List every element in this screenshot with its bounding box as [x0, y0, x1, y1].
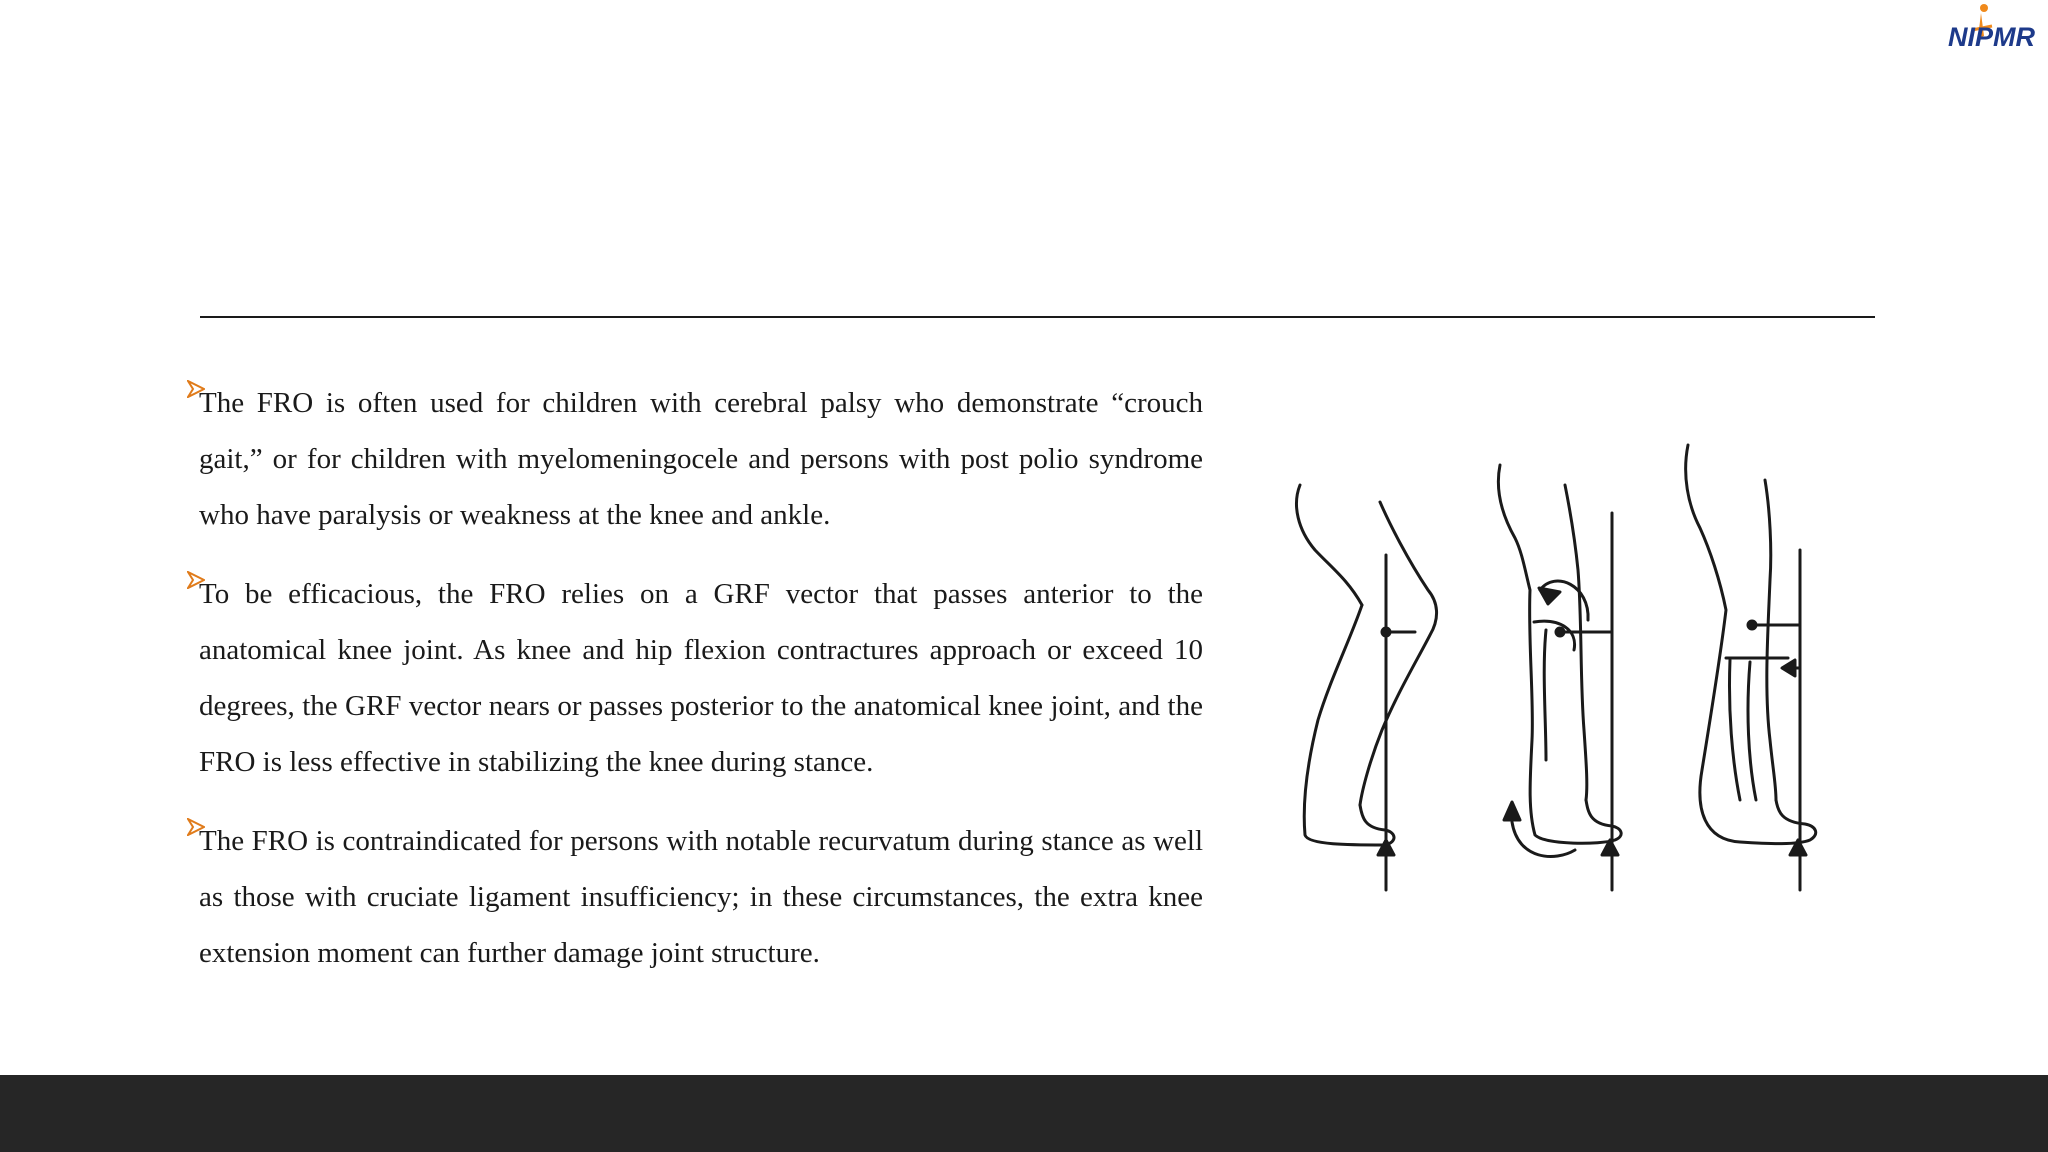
leg-diagram-orthosis	[1686, 445, 1816, 890]
arrow-bullet-icon	[187, 380, 205, 398]
bullet-text: The FRO is contraindicated for persons with notable recurvatum during stance as well as those with cruciate ligament insufficiency; in these circumstances, the extra knee extension moment can further damage joint structure.	[199, 825, 1203, 969]
nipmr-logo	[1948, 0, 2048, 60]
title-divider	[200, 316, 1875, 318]
arrow-bullet-icon	[187, 818, 205, 836]
arrow-bullet-icon	[187, 571, 205, 589]
logo-text: NIPMR	[1948, 22, 2035, 52]
bullet-item	[187, 375, 1203, 543]
bullet-list	[187, 375, 1203, 1004]
leg-diagram-moment	[1498, 465, 1621, 890]
footer-bar	[0, 1075, 2048, 1152]
bullet-text: The FRO is often used for children with cerebral palsy who demonstrate “crouch gait,” or for children with myelomeningocele and persons with post polio syndrome who have paralysis or weakness at the knee and ankle.	[199, 387, 1203, 531]
fro-leg-diagram	[1290, 440, 1850, 900]
bullet-item	[187, 566, 1203, 790]
bullet-text: To be efficacious, the FRO relies on a GRF vector that passes anterior to the anatomical knee joint. As knee and hip flexion contractures approach or exceed 10 degrees, the GRF vector nears or passes posterior to the anatomical knee joint, and the FRO is less effective in stabilizing the knee during stance.	[199, 578, 1203, 778]
leg-diagram-crouch	[1296, 485, 1436, 890]
bullet-item	[187, 813, 1203, 981]
